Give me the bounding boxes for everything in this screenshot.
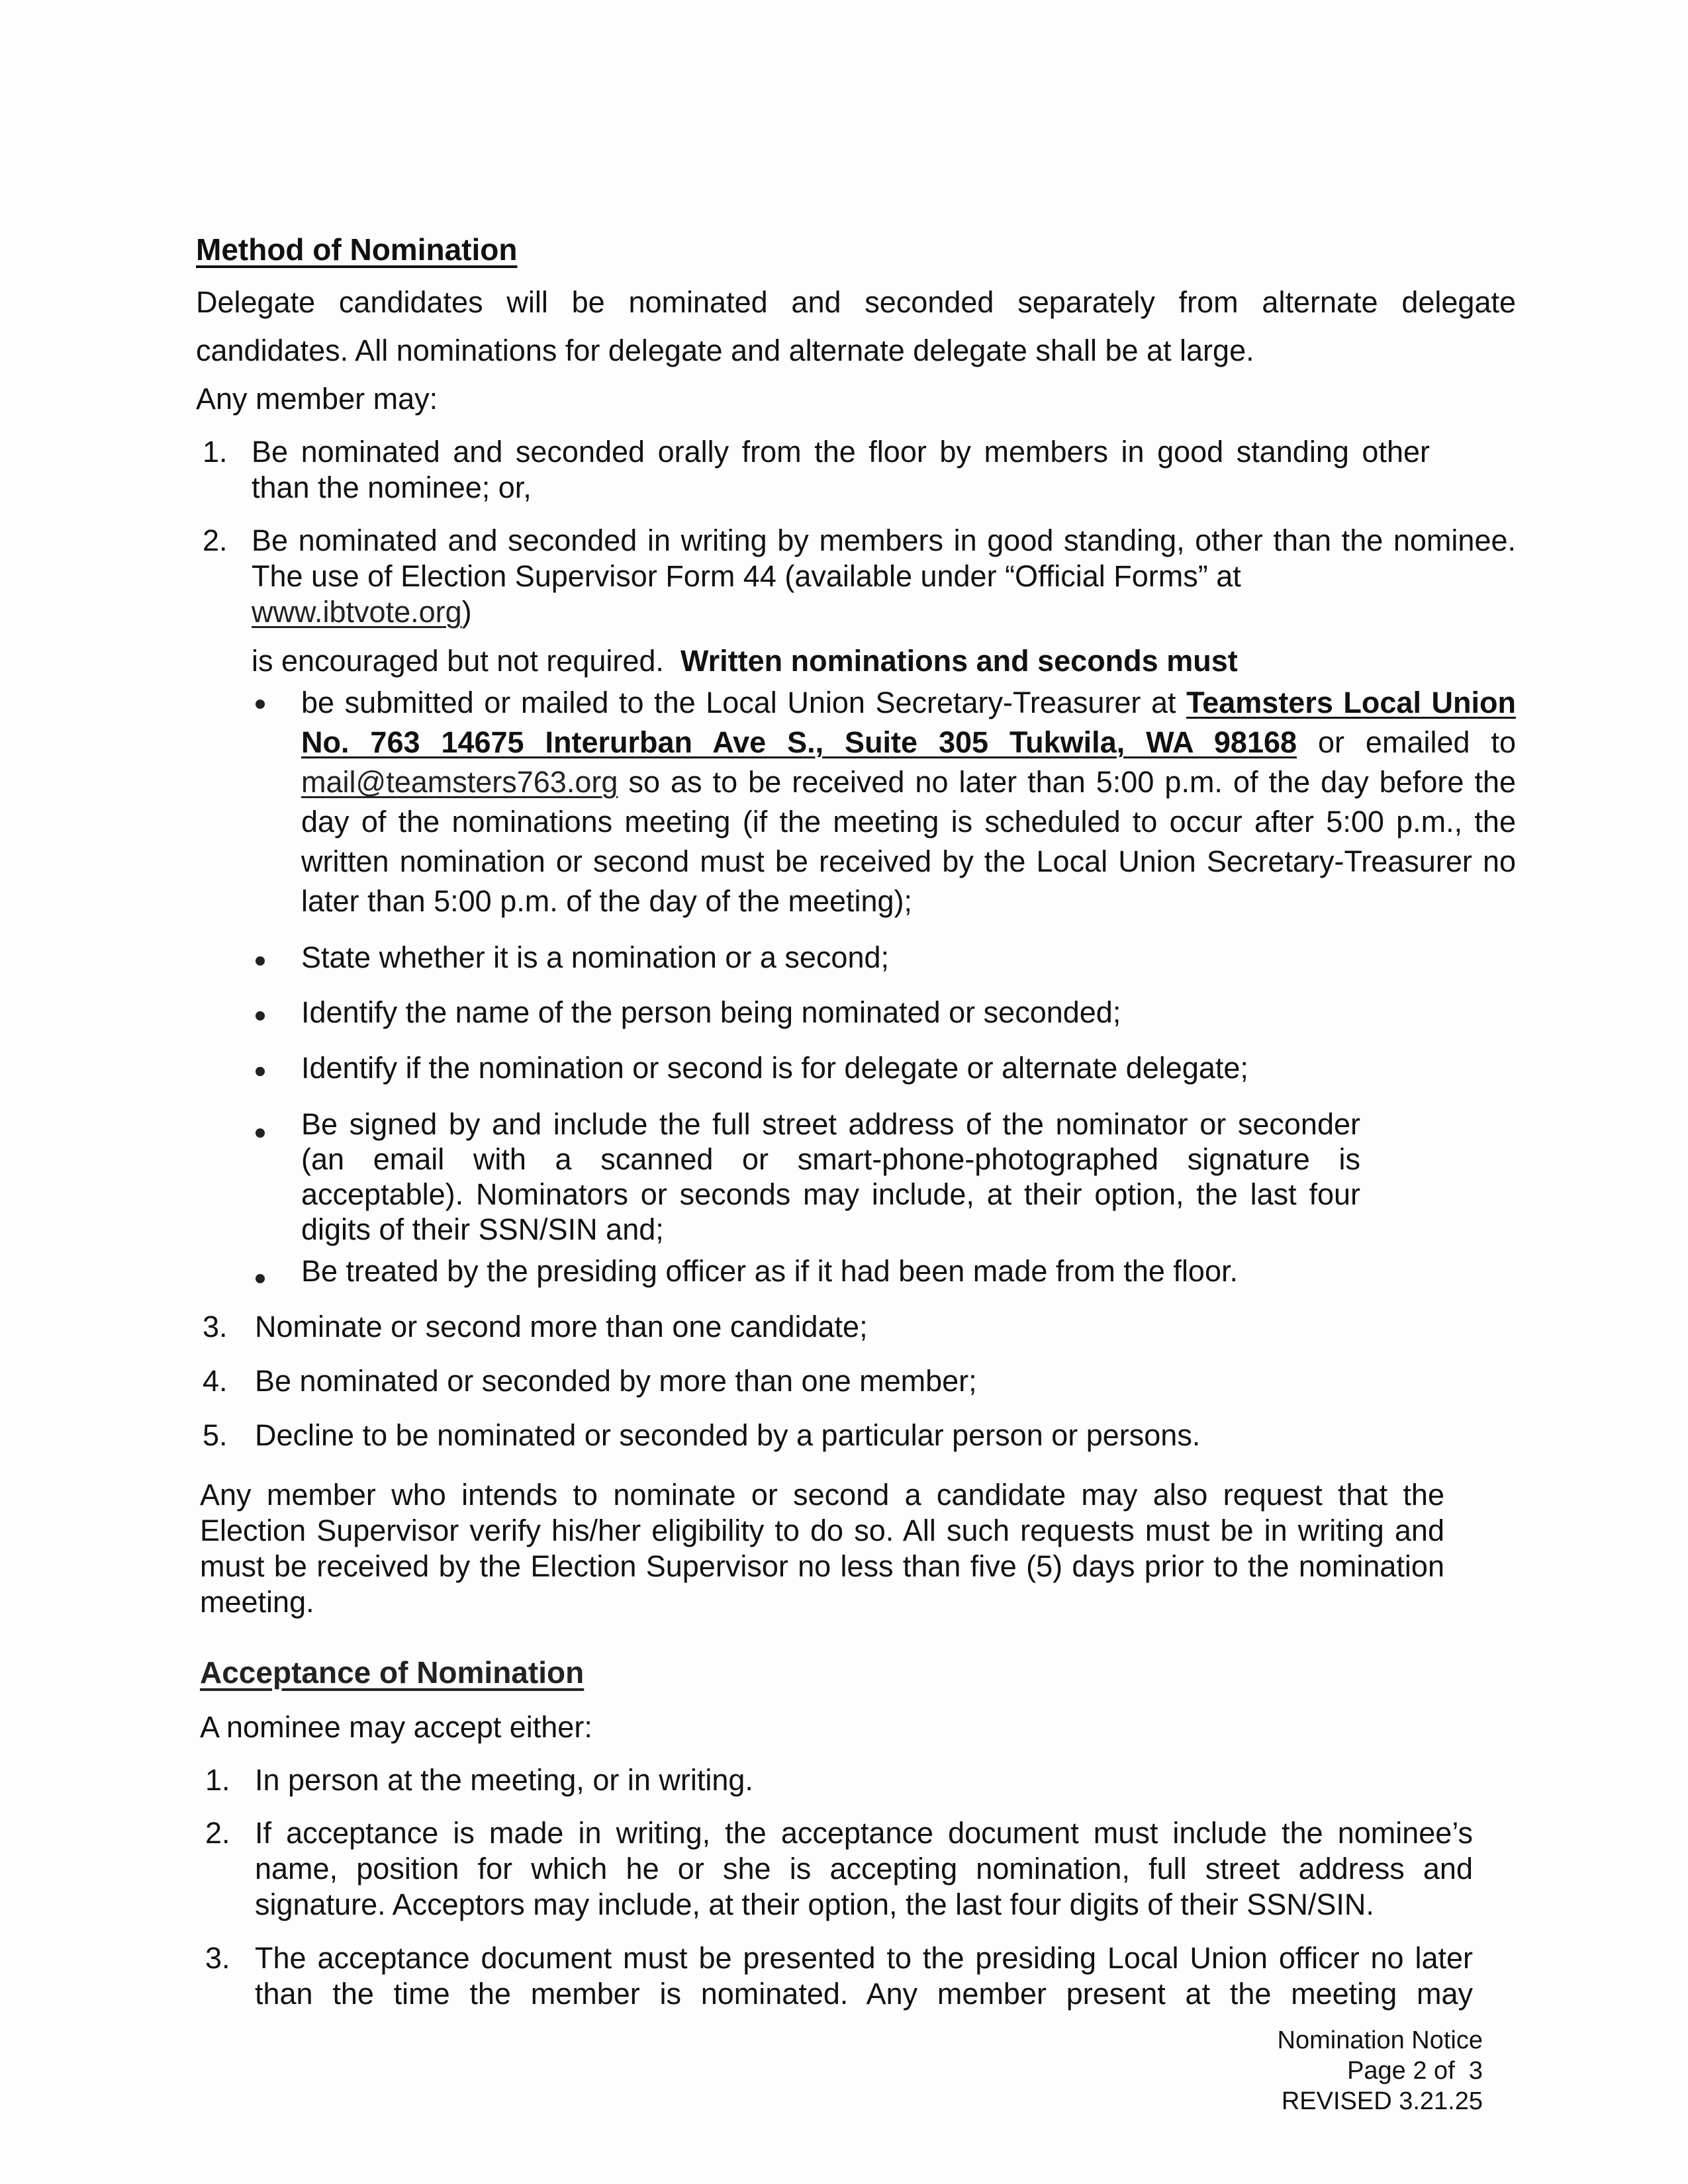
bullet-item: Identify the name of the person being nominated or seconded; xyxy=(301,995,1121,1029)
email-link[interactable]: mail@teamsters763.org xyxy=(301,765,618,799)
list-item: If acceptance is made in writing, the acceptance document must include the nominee’s name, position for which he or she is accepting nomination, full street address and signature. Acceptors may include, at their option, the last four digits of their SSN/SIN. xyxy=(255,1816,1473,1921)
bullet-icon xyxy=(256,1067,265,1076)
bullet-item: Be signed by and include the full street address of the nominator or seconder (an email with a scanned or smart-phone-photographed signature is acceptable). Nominators or seconds may include, at their option, the last four digits of their SSN/SIN and; xyxy=(301,1107,1360,1246)
bullet-icon xyxy=(256,1128,265,1138)
list-item xyxy=(252,523,1516,630)
list-number: 3. xyxy=(205,1941,230,1975)
continuation-text: is encouraged but not required. xyxy=(252,644,664,678)
any-member-label: Any member may: xyxy=(196,382,438,416)
page-footer xyxy=(1278,2025,1483,2116)
bullet-icon xyxy=(256,956,265,966)
footer-page-number: Page 2 of 3 xyxy=(1347,2057,1483,2085)
bullet-item-submission xyxy=(301,683,1516,921)
list-number: 2. xyxy=(205,1816,230,1850)
continuation-bold-text: Written nominations and seconds must xyxy=(680,644,1238,678)
bullet-icon xyxy=(256,1011,265,1021)
list-item: Nominate or second more than one candidate; xyxy=(255,1310,868,1343)
bullet-icon xyxy=(256,1274,265,1283)
list-number: 4. xyxy=(203,1364,228,1398)
bullet-text: or emailed to xyxy=(1317,725,1516,759)
list-number: 3. xyxy=(203,1310,228,1343)
list-item: Decline to be nominated or seconded by a particular person or persons. xyxy=(255,1418,1201,1452)
union-address: Teamsters Local Union No. 763 14675 Interurban Ave S., Suite 305 Tukwila, WA 98168 xyxy=(301,686,1516,759)
list-item: In person at the meeting, or in writing. xyxy=(255,1763,753,1797)
list-item: The acceptance document must be presented to the presiding Local Union officer no later than the time the member is nominated. Any member present at the meeting may xyxy=(255,1941,1473,2011)
list-item: Be nominated and seconded orally from the floor by members in good standing other than the nominee; or, xyxy=(252,435,1430,504)
list-number: 5. xyxy=(203,1418,228,1452)
bullet-item: State whether it is a nomination or a second; xyxy=(301,940,890,974)
written-nominations-intro xyxy=(252,643,1238,679)
eligibility-paragraph: Any member who intends to nominate or second a candidate may also request that the Election Supervisor verify his/her eligibility to do so. All such requests must be in writing and must be received by the Election Supervisor no less than five (5) days prior to the nomination meeting. xyxy=(200,1478,1444,1619)
list-item: Be nominated or seconded by more than one member; xyxy=(255,1364,977,1398)
footer-revised-date: REVISED 3.21.25 xyxy=(1281,2087,1483,2115)
list-number: 2. xyxy=(203,523,228,557)
bullet-text: so as to be received no later than 5:00 p.m. of the day before the day of the nominations meeting (if the meeting is scheduled to occur after 5:00 p.m., the written nomination or second must be received by the Local Union Secretary-Treasurer no later than 5:00 p.m. of the day of the meeting); xyxy=(301,765,1516,918)
bullet-icon xyxy=(256,700,265,709)
ibtvote-link[interactable]: www.ibtvote.org xyxy=(252,595,462,629)
acceptance-intro: A nominee may accept either: xyxy=(200,1710,592,1744)
list-number: 1. xyxy=(203,435,228,469)
bullet-item: Identify if the nomination or second is for delegate or alternate delegate; xyxy=(301,1051,1248,1085)
bullet-item: Be treated by the presiding officer as if it had been made from the floor. xyxy=(301,1254,1238,1288)
bullet-text: be submitted or mailed to the Local Union Secretary-Treasurer at xyxy=(301,686,1176,719)
list-item-text: Be nominated and seconded in writing by members in good standing, other than the nominee. The use of Election Supervisor Form 44 (available under “Official Forms” at xyxy=(252,523,1516,593)
method-intro-line-2: candidates. All nominations for delegate and alternate delegate shall be at large. xyxy=(196,334,1254,367)
list-number: 1. xyxy=(205,1763,230,1797)
link-suffix: ) xyxy=(461,595,472,629)
section-heading-acceptance-of-nomination: Acceptance of Nomination xyxy=(200,1655,585,1690)
method-intro-line-1: Delegate candidates will be nominated and seconded separately from alternate delegate xyxy=(196,285,1516,319)
footer-title: Nomination Notice xyxy=(1277,2026,1483,2054)
section-heading-method-of-nomination: Method of Nomination xyxy=(196,232,518,267)
